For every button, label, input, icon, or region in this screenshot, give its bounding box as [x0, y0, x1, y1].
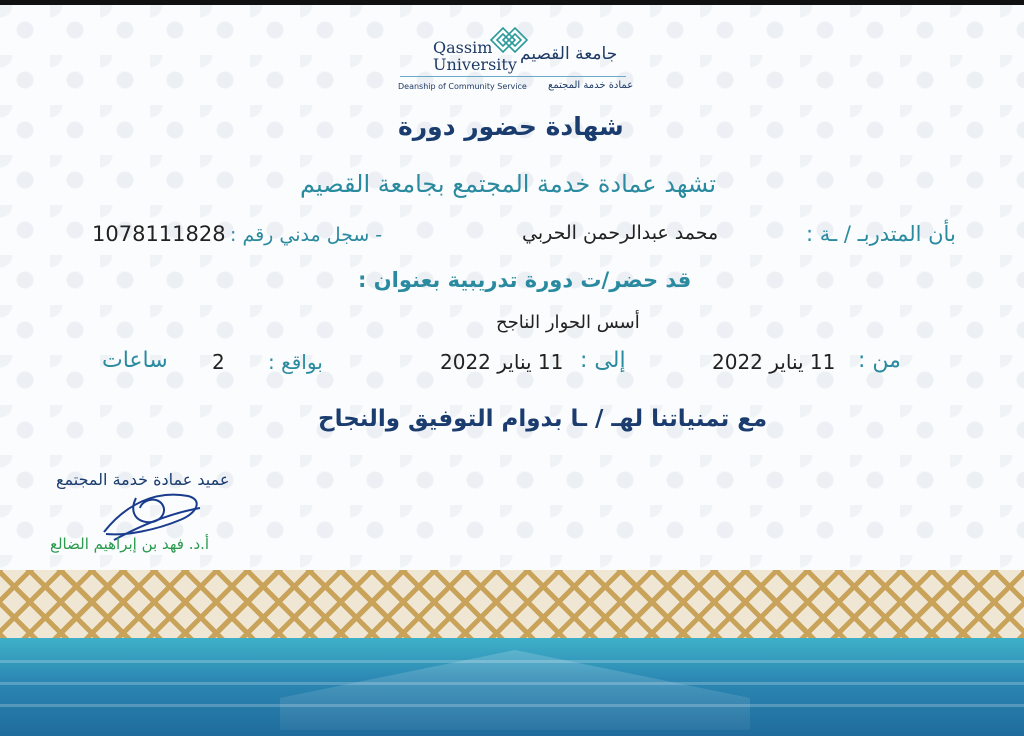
from-date: 11 يناير 2022 [712, 350, 836, 374]
duration-unit: ساعات [102, 348, 168, 373]
logo-deanship-arabic: عمادة خدمة المجتمع [548, 80, 634, 91]
certificate-title: شهادة حضور دورة [398, 112, 624, 141]
course-title: أسس الحوار الناجح [496, 312, 640, 333]
gold-pattern-band [0, 570, 1024, 638]
building-stripe [0, 660, 1024, 663]
logo-english-line2: University [433, 55, 517, 74]
logo-arabic-name: جامعة القصيم [520, 44, 618, 64]
registry-label: - سجل مدني رقم : [230, 224, 383, 246]
from-label: من : [858, 348, 901, 373]
wishes-text: مع تمنياتنا لهـ / ـا بدوام التوفيق والنجاح [318, 406, 768, 432]
attended-text: قد حضر/ت دورة تدريبية بعنوان : [358, 268, 692, 292]
signatory-name: أ.د. فهد بن إبراهيم الضالع [50, 535, 210, 553]
to-label: إلى : [580, 348, 626, 373]
certificate-subtitle: تشهد عمادة خدمة المجتمع بجامعة القصيم [300, 170, 716, 198]
building-stripe [0, 704, 1024, 707]
logo-deanship-english: Deanship of Community Service [398, 82, 527, 91]
signatory-title: عميد عمادة خدمة المجتمع [56, 470, 230, 489]
building-photo-band [0, 638, 1024, 736]
logo-divider [400, 76, 626, 77]
logo-english-line1: Qassim [433, 38, 493, 57]
to-date: 11 يناير 2022 [440, 350, 564, 374]
building-stripe [0, 682, 1024, 685]
duration-label: بواقع : [268, 350, 323, 374]
registry-number: 1078111828 [92, 222, 226, 246]
duration-value: 2 [212, 350, 225, 374]
trainee-label: بأن المتدربـ / ـة : [806, 222, 956, 246]
trainee-name: محمد عبدالرحمن الحربي [522, 222, 719, 244]
